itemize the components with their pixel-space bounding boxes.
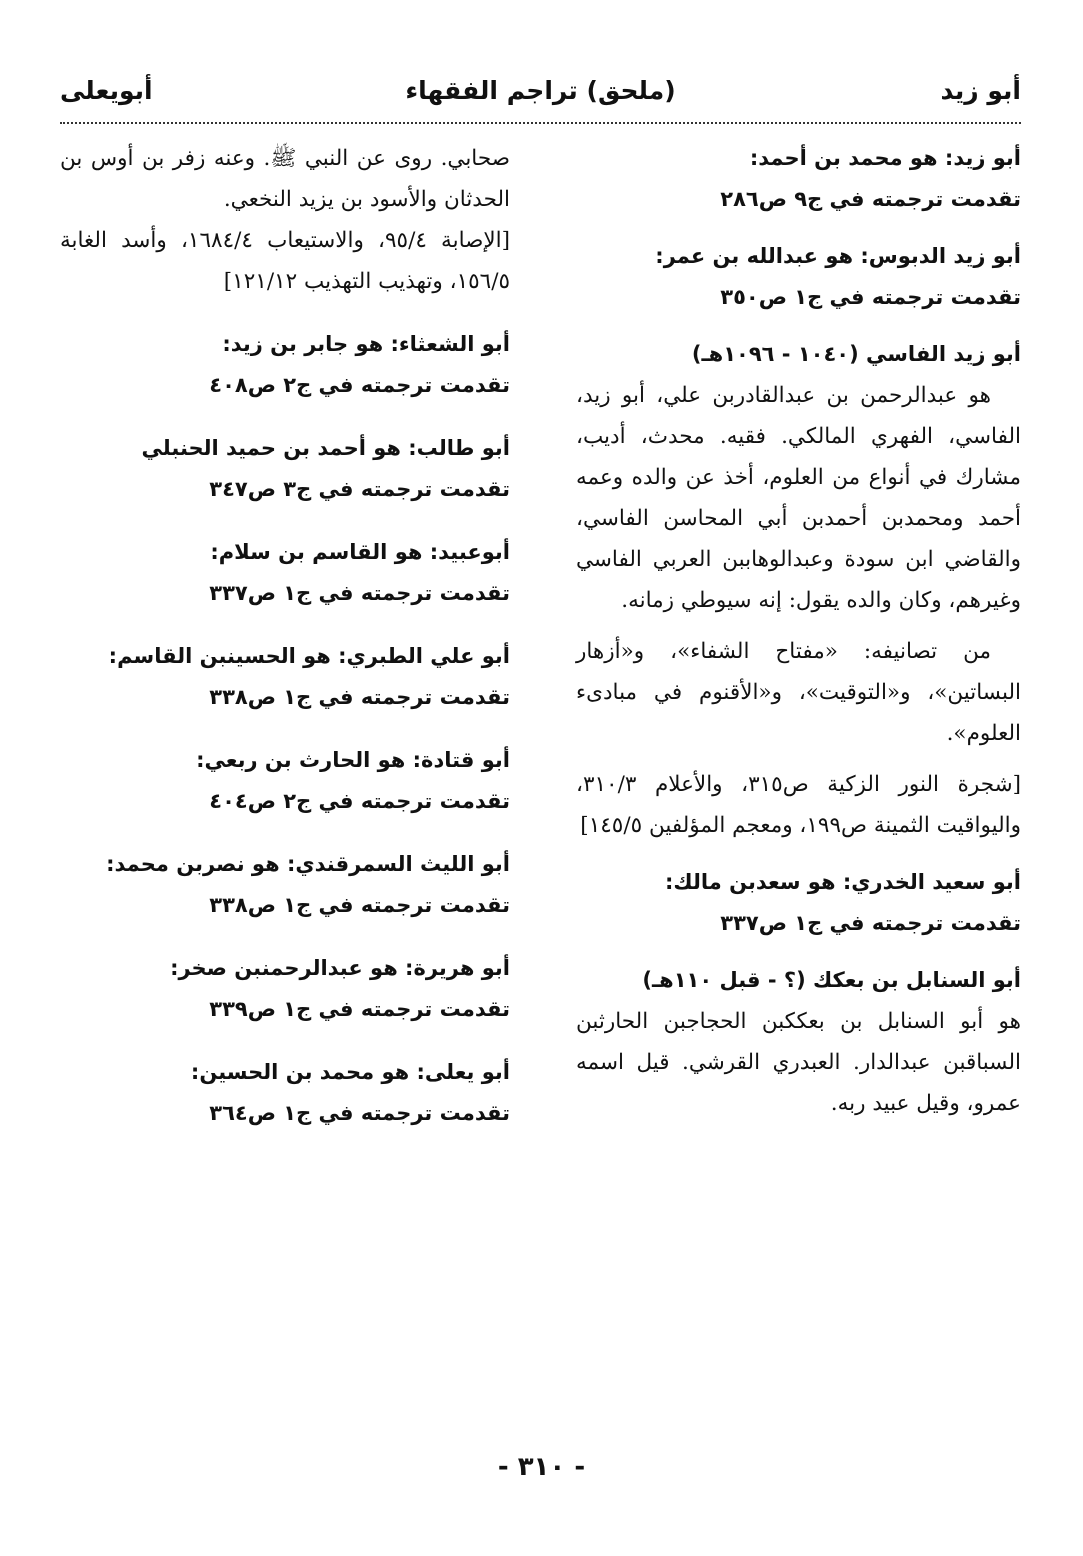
entry-heading: أبو الشعثاء: هو جابر بن زيد: xyxy=(222,332,510,356)
entry-reference: تقدمت ترجمته في ج١ ص٣٣٧ xyxy=(209,581,510,605)
entry-heading: أبوعبيد: هو القاسم بن سلام: xyxy=(210,540,510,564)
entry-reference: تقدمت ترجمته في ج٣ ص٣٤٧ xyxy=(209,477,510,501)
running-header xyxy=(60,76,1021,116)
entry-heading: أبو السنابل بن بعكك (؟ - قبل ١١٠هـ) xyxy=(642,968,1021,992)
entry-continuation xyxy=(60,138,510,302)
entry-reference: تقدمت ترجمته في ج١ ص٣٥٠ xyxy=(720,285,1021,309)
entry-heading: أبو علي الطبري: هو الحسينبن القاسم: xyxy=(108,644,510,668)
entry-abu-hurayra xyxy=(60,948,510,1030)
dotted-divider xyxy=(60,122,1021,124)
entry-reference: تقدمت ترجمته في ج٢ ص٤٠٤ xyxy=(209,789,510,813)
entry-paragraph: هو عبدالرحمن بن عبدالقادربن علي، أبو زيد، الفاسي، الفهري المالكي. فقيه. محدث، أديب، مشارك في أنواع من العلوم، أخذ عن والده وعمه أحمد ومحمدبن أحمدبن أبي المحاسن الفاسي، والقاضي ابن سودة وعبدالوهاببن العربي الفاسي وغيرهم، وكان والده يقول: إنه سيوطي زمانه. xyxy=(576,383,1021,613)
entry-sources: [شجرة النور الزكية ص٣١٥، والأعلام ٣١٠/٣، واليواقيت الثمينة ص١٩٩، ومعجم المؤلفين ١٤٥/٥] xyxy=(576,772,1021,838)
entry-abu-sanabil xyxy=(576,960,1021,1124)
entry-abu-said-khudri xyxy=(576,862,1021,944)
entry-abu-qatada xyxy=(60,740,510,822)
entry-heading: أبو سعيد الخدري: هو سعدبن مالك: xyxy=(665,870,1021,894)
entry-heading: أبو هريرة: هو عبدالرحمنبن صخر: xyxy=(170,956,510,980)
entry-paragraph: هو أبو السنابل بن بعككبن الحجاجبن الحارثبن السباقبن عبدالدار. العبدري القرشي. قيل اسمه عمرو، وقيل عبيد ربه. xyxy=(576,1009,1021,1116)
entry-reference: تقدمت ترجمته في ج١ ص٣٣٨ xyxy=(209,685,510,709)
entry-abu-zayd-fasi xyxy=(576,334,1021,846)
entry-sources: [الإصابة ٩٥/٤، والاستيعاب ١٦٨٤/٤، وأسد الغابة ١٥٦/٥، وتهذيب التهذيب ١٢١/١٢] xyxy=(60,228,510,294)
right-column xyxy=(576,138,1021,1140)
entry-abu-layth xyxy=(60,844,510,926)
running-header-left: أبويعلى xyxy=(60,76,153,105)
entry-reference: تقدمت ترجمته في ج١ ص٣٦٤ xyxy=(209,1101,510,1125)
entry-abu-ali-tabari xyxy=(60,636,510,718)
entry-heading: أبو زيد: هو محمد بن أحمد: xyxy=(749,146,1021,170)
running-header-right: أبو زيد xyxy=(940,76,1021,105)
entry-heading: أبو يعلى: هو محمد بن الحسين: xyxy=(190,1060,510,1084)
entry-abu-ubayd xyxy=(60,532,510,614)
entry-heading: أبو الليث السمرقندي: هو نصربن محمد: xyxy=(106,852,510,876)
entry-abu-zayd xyxy=(576,138,1021,220)
entry-abu-zayd-dabusi xyxy=(576,236,1021,318)
entry-abu-talib xyxy=(60,428,510,510)
entry-reference: تقدمت ترجمته في ج٩ ص٢٨٦ xyxy=(720,187,1021,211)
entry-paragraph: صحابي. روى عن النبي ﷺ. وعنه زفر بن أوس بن الحدثان والأسود بن يزيد النخعي. xyxy=(60,146,510,212)
entry-reference: تقدمت ترجمته في ج١ ص٣٣٩ xyxy=(209,997,510,1021)
entry-paragraph: من تصانيفه: «مفتاح الشفاء»، و«أزهار البساتين»، و«التوقيت»، و«الأقنوم في مبادىء العلوم». xyxy=(576,639,1021,746)
entry-heading: أبو طالب: هو أحمد بن حميد الحنبلي xyxy=(141,436,510,460)
entry-heading: أبو قتادة: هو الحارث بن ربعي: xyxy=(196,748,510,772)
entry-reference: تقدمت ترجمته في ج١ ص٣٣٧ xyxy=(720,911,1021,935)
entry-abu-yala xyxy=(60,1052,510,1134)
entry-reference: تقدمت ترجمته في ج٢ ص٤٠٨ xyxy=(209,373,510,397)
entry-abu-shatha xyxy=(60,324,510,406)
running-header-title: (ملحق) تراجم الفقهاء xyxy=(405,76,676,105)
left-column xyxy=(60,138,510,1156)
entry-heading: أبو زيد الدبوس: هو عبدالله بن عمر: xyxy=(655,244,1021,268)
entry-reference: تقدمت ترجمته في ج١ ص٣٣٨ xyxy=(209,893,510,917)
entry-heading: أبو زيد الفاسي (١٠٤٠ - ١٠٩٦هـ) xyxy=(691,342,1021,366)
page-number: - ٣١٠ - xyxy=(497,1452,586,1482)
